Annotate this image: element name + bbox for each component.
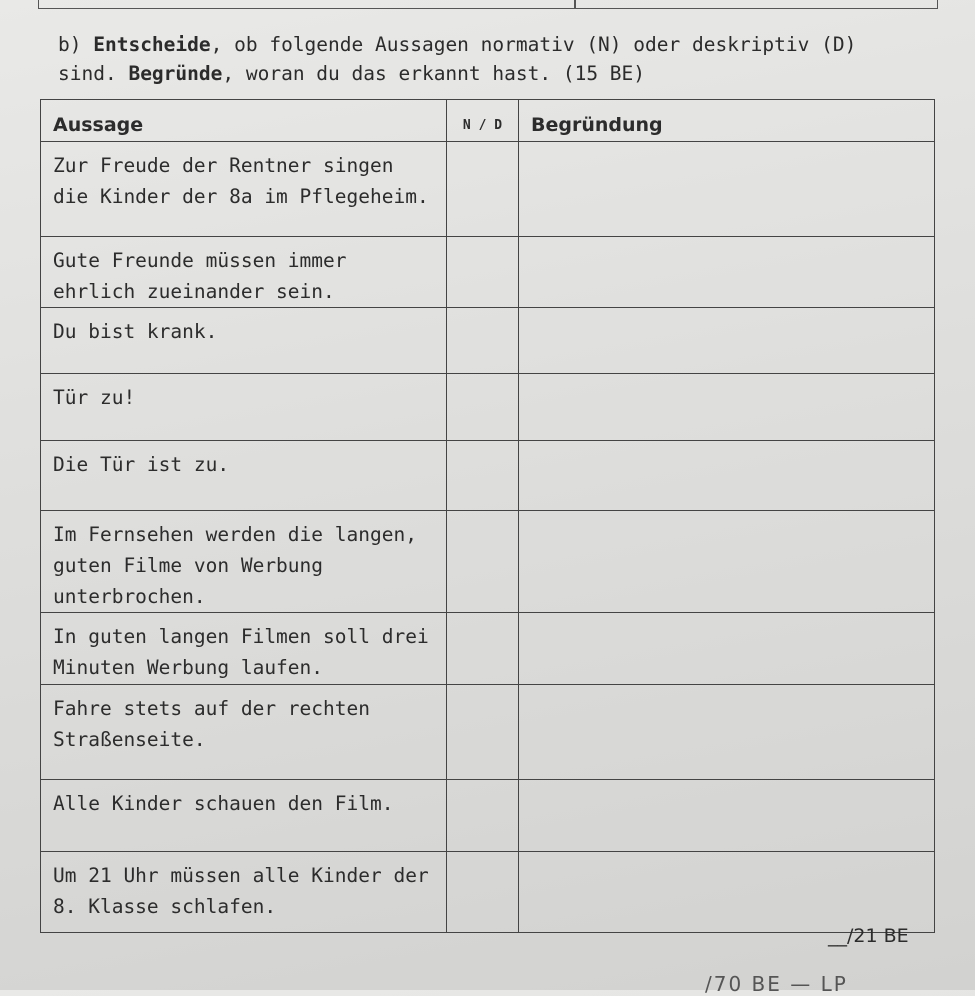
nd-answer-cell[interactable]: [447, 441, 519, 511]
table-row: [41, 511, 935, 613]
header-nd: N / D: [447, 100, 519, 142]
nd-answer-cell[interactable]: [447, 237, 519, 308]
top-field-divider: [574, 0, 576, 9]
nd-answer-cell[interactable]: [447, 852, 519, 933]
statement-cell: Die Tür ist zu.: [41, 441, 447, 511]
worksheet-table-container: [40, 99, 935, 919]
reason-answer-cell[interactable]: [519, 142, 935, 237]
nd-answer-cell[interactable]: [447, 374, 519, 441]
reason-answer-cell[interactable]: [519, 308, 935, 374]
table-row: [41, 237, 935, 308]
task-instruction: [58, 30, 918, 88]
footer-score-fragment: /70 BE — LP: [705, 972, 848, 996]
table-row: [41, 780, 935, 852]
statement-cell: Zur Freude der Rentner singen die Kinder der 8a im Pflegeheim.: [41, 142, 447, 237]
reason-answer-cell[interactable]: [519, 780, 935, 852]
table-row: [41, 685, 935, 780]
header-reason: Begründung: [519, 100, 935, 142]
statement-cell: Im Fernsehen werden die langen, guten Filme von Werbung unterbrochen.: [41, 511, 447, 613]
task-text-1: , ob folgende Aussagen normativ (N) oder deskriptiv (D) sind.: [58, 33, 857, 85]
score-field: __/21 BE: [828, 925, 909, 947]
nd-answer-cell[interactable]: [447, 142, 519, 237]
statement-cell: Um 21 Uhr müssen alle Kinder der 8. Klasse schlafen.: [41, 852, 447, 933]
statement-table: [40, 99, 935, 933]
nd-answer-cell[interactable]: [447, 685, 519, 780]
reason-answer-cell[interactable]: [519, 852, 935, 933]
table-row: [41, 142, 935, 237]
statement-cell: In guten langen Filmen soll drei Minuten Werbung laufen.: [41, 613, 447, 685]
reason-answer-cell[interactable]: [519, 374, 935, 441]
reason-answer-cell[interactable]: [519, 237, 935, 308]
statement-cell: Fahre stets auf der rechten Straßenseite.: [41, 685, 447, 780]
task-verb-decide: Entscheide: [93, 33, 211, 56]
reason-answer-cell[interactable]: [519, 441, 935, 511]
nd-answer-cell[interactable]: [447, 511, 519, 613]
statement-cell: Gute Freunde müssen immer ehrlich zueinander sein.: [41, 237, 447, 308]
table-row: [41, 613, 935, 685]
top-answer-field: [38, 0, 938, 9]
table-row: [41, 374, 935, 441]
statement-cell: Du bist krank.: [41, 308, 447, 374]
table-row: [41, 308, 935, 374]
statement-cell: Tür zu!: [41, 374, 447, 441]
table-header-row: [41, 100, 935, 142]
reason-answer-cell[interactable]: [519, 685, 935, 780]
task-label: b): [58, 33, 82, 56]
task-text-2: , woran du das erkannt hast. (15 BE): [222, 62, 646, 85]
nd-answer-cell[interactable]: [447, 780, 519, 852]
nd-answer-cell[interactable]: [447, 613, 519, 685]
header-statement: Aussage: [41, 100, 447, 142]
reason-answer-cell[interactable]: [519, 613, 935, 685]
table-row: [41, 441, 935, 511]
statement-cell: Alle Kinder schauen den Film.: [41, 780, 447, 852]
table-row: [41, 852, 935, 933]
task-verb-justify: Begründe: [128, 62, 223, 85]
nd-answer-cell[interactable]: [447, 308, 519, 374]
reason-answer-cell[interactable]: [519, 511, 935, 613]
